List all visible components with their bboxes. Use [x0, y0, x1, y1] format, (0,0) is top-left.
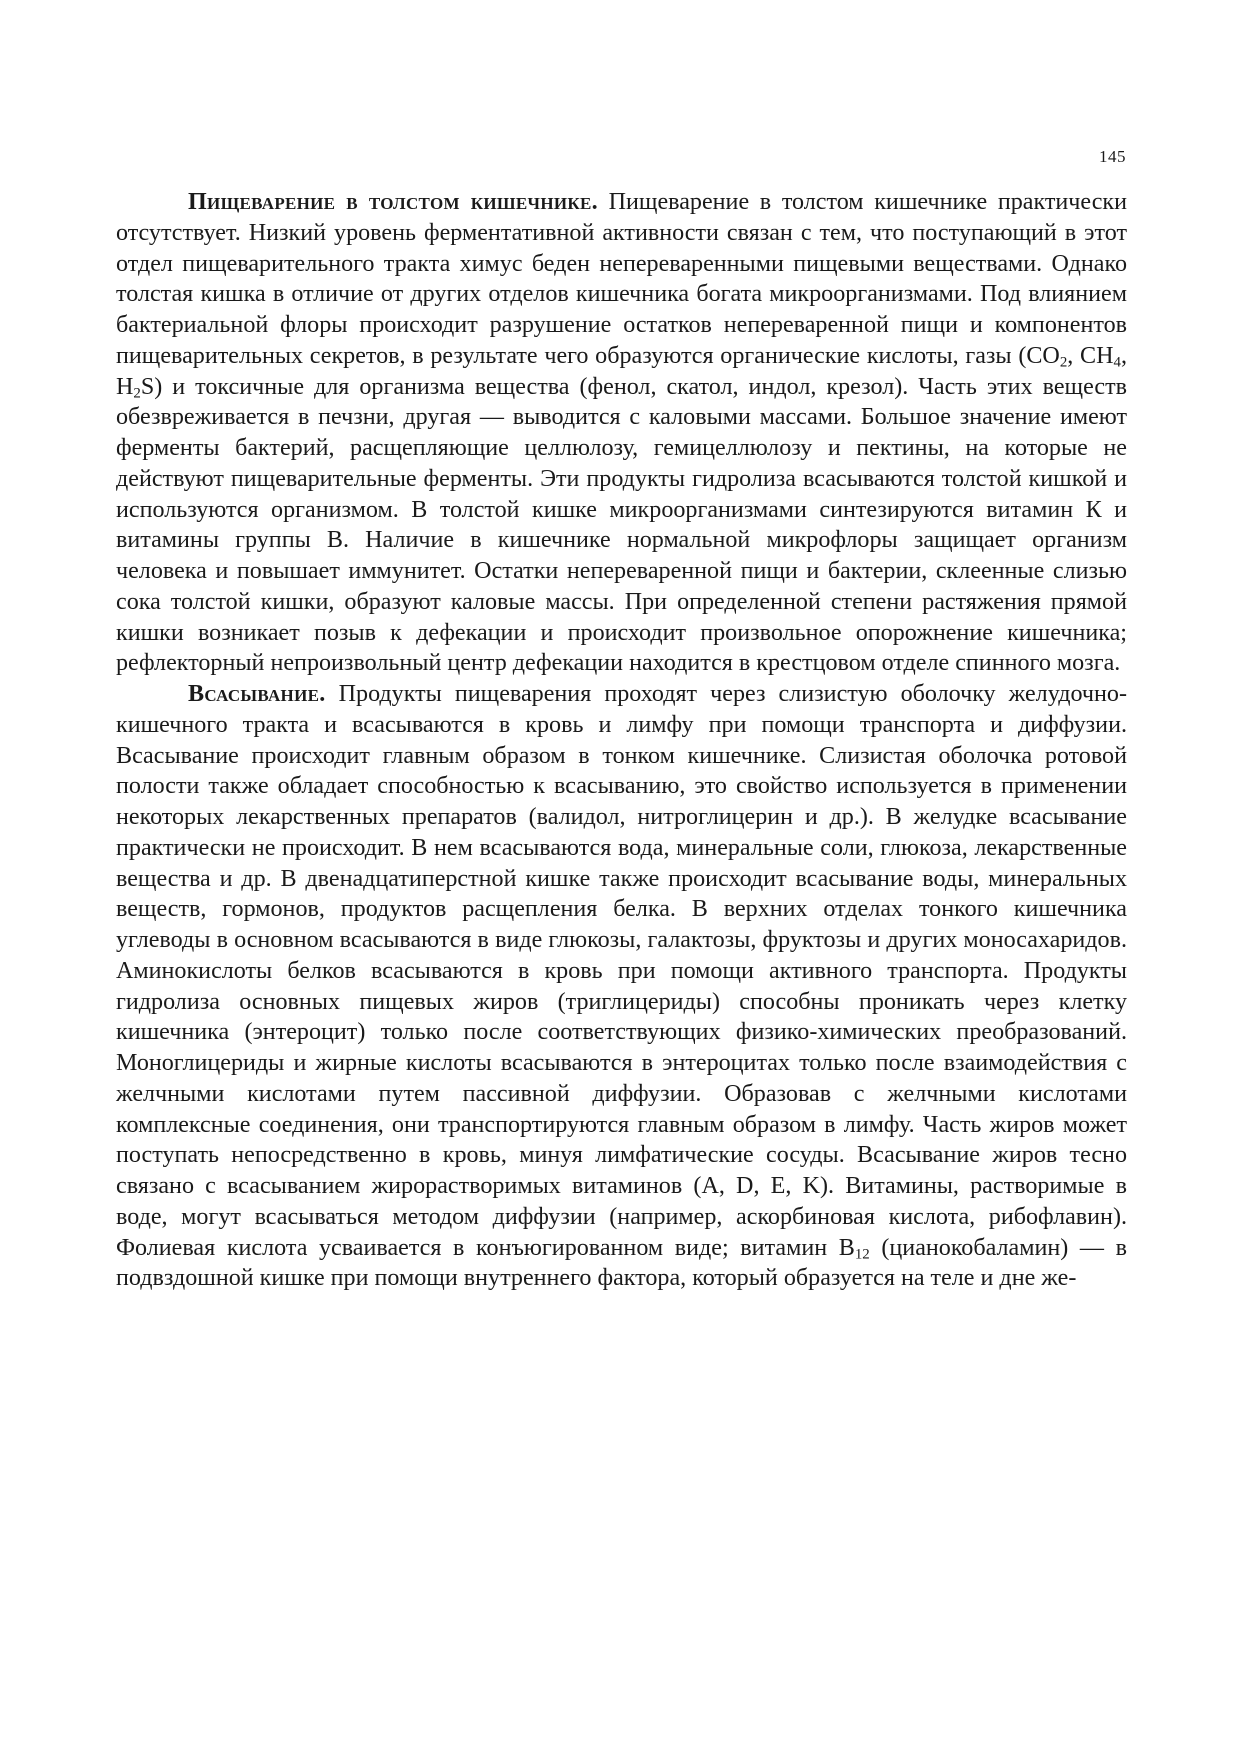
subscript: 2	[133, 385, 141, 402]
page-number: 145	[1099, 147, 1126, 166]
paragraph-text: Продукты пищеварения проходят через слизистую оболочку желудочно-кишечного тракта и всасываются в кровь и лимфу при помощи транспорта и диффузии. Всасывание происходит главным образом в тонком кишечнике. Слизистая оболочка ротовой полости также обладает способностью к всасыванию, это свойство используется в применении некоторых лекарственных препаратов (валидол, нитроглицерин и др.). В желудке всасывание практически не происходит. В нем всасываются вода, минеральные соли, глюкоза, лекарственные вещества и др. В двенадцатиперстной кишке также происходит всасывание воды, минеральных веществ, гормонов, продуктов расщепления белка. В верхних отделах тонкого кишечника углеводы в основном всасываются в виде глюкозы, галактозы, фруктозы и других моносахаридов. Аминокислоты белков всасываются в кровь при помощи активного транспорта. Продукты гидролиза основных пищевых жиров (триглицериды) способны проникать через клетку кишечника (энтероцит) только после соответствующих физико-химических преобразований. Моноглицериды и жирные кислоты всасываются в энтероцитах только после взаимодействия с желчными кислотами путем пассивной диффузии. Образовав с желчными кислотами комплексные соединения, они транспортируются главным образом в лимфу. Часть жиров может поступать непосредственно в кровь, минуя лимфатические сосуды. Всасывание жиров тесно связано с всасыванием жирорастворимых витаминов (A, D, E, K). Витамины, растворимые в воде, могут всасываться методом диффузии (например, аскорбиновая кислота, рибофлавин). Фолиевая кислота усваивается в конъюгированном виде; витамин B	[116, 681, 1127, 1261]
paragraph-large-intestine-digestion	[116, 187, 1127, 679]
paragraph-absorption	[116, 679, 1127, 1294]
page-body	[116, 187, 1127, 1294]
paragraph-text: S) и токсичные для организма вещества (фенол, скатол, индол, крезол). Часть этих веществ обезвреживается в печзни, другая — выводится с каловыми массами. Большое значение имеют ферменты бактерий, расщепляющие целлюлозу, гемицеллюлозу и пектины, на которые не действуют пищеварительные ферменты. Эти продукты гидролиза всасываются толстой кишкой и используются организмом. В толстой кишке микроорганизмами синтезируются витамин К и витамины группы В. Наличие в кишечнике нормальной микрофлоры защищает организм человека и повышает иммунитет. Остатки непереваренной пищи и бактерии, склеенные слизью сока толстой кишки, образуют каловые массы. При определенной степени растяжения прямой кишки возникает позыв к дефекации и происходит произвольное опорожнение кишечника; рефлекторный непроизвольный центр дефекации находится в крестцовом отделе спинного мозга.	[116, 373, 1127, 677]
section-heading: Всасывание.	[188, 681, 326, 707]
subscript: 2	[1059, 354, 1068, 371]
subscript: 4	[1113, 354, 1121, 371]
paragraph-text: (цианокобаламин) — в подвздошной кишке при помощи внутреннего фактора, который образуется на теле и дне же-	[116, 1234, 1127, 1292]
paragraph-text: , CH	[1067, 342, 1114, 369]
subscript: 12	[854, 1246, 870, 1263]
paragraph-text: , H	[116, 342, 1127, 400]
paragraph-text: Пищеварение в толстом кишечнике практически отсутствует. Низкий уровень ферментативной активности связан с тем, что поступающий в этот отдел пищеварительного тракта химус беден непереваренными пищевыми веществами. Однако толстая кишка в отличие от других отделов кишечника богата микроорганизмами. Под влиянием бактериальной флоры происходит разрушение остатков непереваренной пищи и компонентов пищеварительных секретов, в результате чего образуются органические кислоты, газы (CO	[116, 189, 1127, 369]
section-heading: Пищеварение в толстом кишечнике.	[188, 189, 598, 215]
